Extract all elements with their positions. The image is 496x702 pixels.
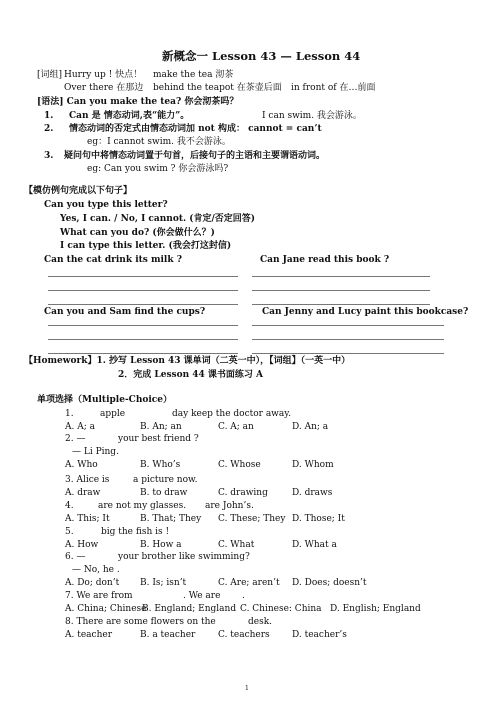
answer-option[interactable]: B. An; an — [140, 422, 182, 432]
answer-option[interactable]: B. England; England — [142, 604, 237, 614]
exercise-prompt: Can Jenny and Lucy paint this bookcase? — [262, 307, 469, 317]
answer-option[interactable]: A. A; a — [65, 422, 95, 432]
answer-option[interactable]: D. What a — [292, 540, 337, 550]
vocab-label: [词组] — [37, 70, 63, 80]
question-stem: day keep the doctor away. — [172, 409, 292, 419]
answer-option[interactable]: D. Those; It — [292, 514, 345, 524]
answer-line[interactable] — [252, 304, 430, 305]
question-stem: are not my glasses. — [98, 501, 187, 511]
answer-line[interactable] — [252, 353, 444, 354]
grammar-example: eg: Can you swim ? 你会游泳吗? — [87, 164, 229, 174]
question-stem: . We are — [183, 591, 221, 601]
vocab-item: Over there 在那边 — [64, 83, 144, 93]
grammar-point: 疑问句中将情态动词置于句首，后接句子的主语和主要谓语动词。 — [64, 151, 326, 161]
question-stem: 6. — — [65, 552, 86, 562]
answer-option[interactable]: A. Who — [65, 460, 98, 470]
answer-option[interactable]: D. Whom — [292, 460, 334, 470]
homework-line: 【Homework】1. 抄写 Lesson 43 课单词（二英一中），【词组】（一英一中） — [24, 356, 351, 366]
answer-option[interactable]: A. Do; don’t — [65, 578, 120, 588]
grammar-heading: [语法] Can you make the tea? 你会沏茶吗？ — [37, 97, 239, 107]
answer-option[interactable]: B. How a — [140, 540, 182, 550]
question-stem: are John’s. — [205, 501, 254, 511]
exercise-prompt: Can Jane read this book ? — [260, 255, 390, 265]
grammar-point-number: 2. — [44, 124, 54, 134]
answer-option[interactable]: B. Is; isn’t — [140, 578, 187, 588]
answer-option[interactable]: A. This; It — [65, 514, 110, 524]
question-stem: your best friend ? — [118, 434, 199, 444]
answer-option[interactable]: D. draws — [292, 488, 333, 498]
answer-line[interactable] — [48, 290, 238, 291]
question-stem: 2. — — [65, 434, 86, 444]
answer-option[interactable]: B. a teacher — [140, 630, 196, 640]
answer-line[interactable] — [48, 339, 238, 340]
mc-heading: 单项选择（Multiple-Choice） — [37, 395, 173, 405]
answer-option[interactable]: C. What — [218, 540, 255, 550]
answer-option[interactable]: C. Chinese: China — [240, 604, 322, 614]
answer-option[interactable]: B. That; They — [140, 514, 202, 524]
answer-line[interactable] — [252, 276, 430, 277]
question-stem: . — [242, 591, 245, 601]
answer-line[interactable] — [252, 339, 444, 340]
example-line: Can you type this letter? — [44, 200, 168, 210]
answer-option[interactable]: C. These; They — [218, 514, 286, 524]
question-stem: 7. We are from — [65, 591, 133, 601]
answer-option[interactable]: C. drawing — [218, 488, 268, 498]
grammar-example: eg：I cannot swim. 我不会游泳。 — [87, 137, 231, 147]
answer-line[interactable] — [252, 325, 444, 326]
question-stem: a picture now. — [133, 475, 198, 485]
exercise-prompt: Can the cat drink its milk ? — [44, 255, 182, 265]
example-line: Yes, I can. / No, I cannot. (肯定/否定回答) — [60, 214, 256, 224]
example-line: I can type this letter. (我会打这封信) — [60, 241, 232, 251]
answer-option[interactable]: C. A; an — [218, 422, 254, 432]
answer-line[interactable] — [48, 276, 238, 277]
grammar-point: Can 是 情态动词,表“能力”。 — [69, 111, 190, 121]
question-stem: desk. — [248, 617, 273, 627]
vocab-item: make the tea 沏茶 — [153, 70, 234, 80]
question-response: — Li Ping. — [72, 447, 119, 457]
grammar-point-number: 3. — [44, 151, 54, 161]
answer-line[interactable] — [48, 353, 238, 354]
vocab-item: in front of 在…前面 — [291, 83, 376, 93]
answer-option[interactable]: D. English; England — [330, 604, 421, 614]
homework-line: 2．完成 Lesson 44 课书面练习 A — [118, 370, 264, 380]
answer-option[interactable]: A. China; Chinese — [65, 604, 147, 614]
answer-option[interactable]: A. draw — [65, 488, 101, 498]
answer-option[interactable]: B. Who’s — [140, 460, 181, 470]
page-number: 1 — [245, 685, 249, 692]
answer-option[interactable]: C. Whose — [218, 460, 261, 470]
example-line: What can you do? (你会做什么？) — [60, 228, 215, 238]
answer-option[interactable]: C. Are; aren’t — [218, 578, 280, 588]
question-stem: apple — [100, 409, 126, 419]
answer-option[interactable]: D. An; a — [292, 422, 329, 432]
answer-option[interactable]: A. How — [65, 540, 99, 550]
answer-option[interactable]: A. teacher — [65, 630, 112, 640]
vocab-item: Hurry up ! 快点！ — [64, 70, 143, 80]
question-stem: 8. There are some flowers on the — [65, 617, 216, 627]
question-stem: 5. — [65, 527, 74, 537]
answer-line[interactable] — [252, 290, 430, 291]
imitate-heading: 【模仿例句完成以下句子】 — [24, 186, 133, 196]
vocab-item: behind the teapot 在茶壶后面 — [153, 83, 282, 93]
answer-option[interactable]: D. Does; doesn’t — [292, 578, 367, 588]
question-stem: big the fish is ! — [101, 527, 170, 537]
question-stem: 1. — [65, 409, 74, 419]
grammar-point: 情态动词的否定式由情态动词加 not 构成： cannot = can’t — [69, 124, 322, 134]
answer-line[interactable] — [48, 304, 238, 305]
question-stem: 3. Alice is — [65, 475, 110, 485]
question-response: — No, he . — [72, 565, 120, 575]
grammar-example: I can swim. 我会游泳。 — [262, 111, 362, 121]
answer-line[interactable] — [48, 325, 238, 326]
exercise-prompt: Can you and Sam find the cups? — [44, 307, 206, 317]
answer-option[interactable]: B. to draw — [140, 488, 188, 498]
answer-option[interactable]: C. teachers — [218, 630, 270, 640]
answer-option[interactable]: D. teacher’s — [292, 630, 347, 640]
question-stem: your brother like swimming? — [118, 552, 250, 562]
page-title: 新概念一 Lesson 43 — Lesson 44 — [162, 49, 361, 63]
grammar-point-number: 1. — [44, 111, 54, 121]
question-stem: 4. — [65, 501, 74, 511]
